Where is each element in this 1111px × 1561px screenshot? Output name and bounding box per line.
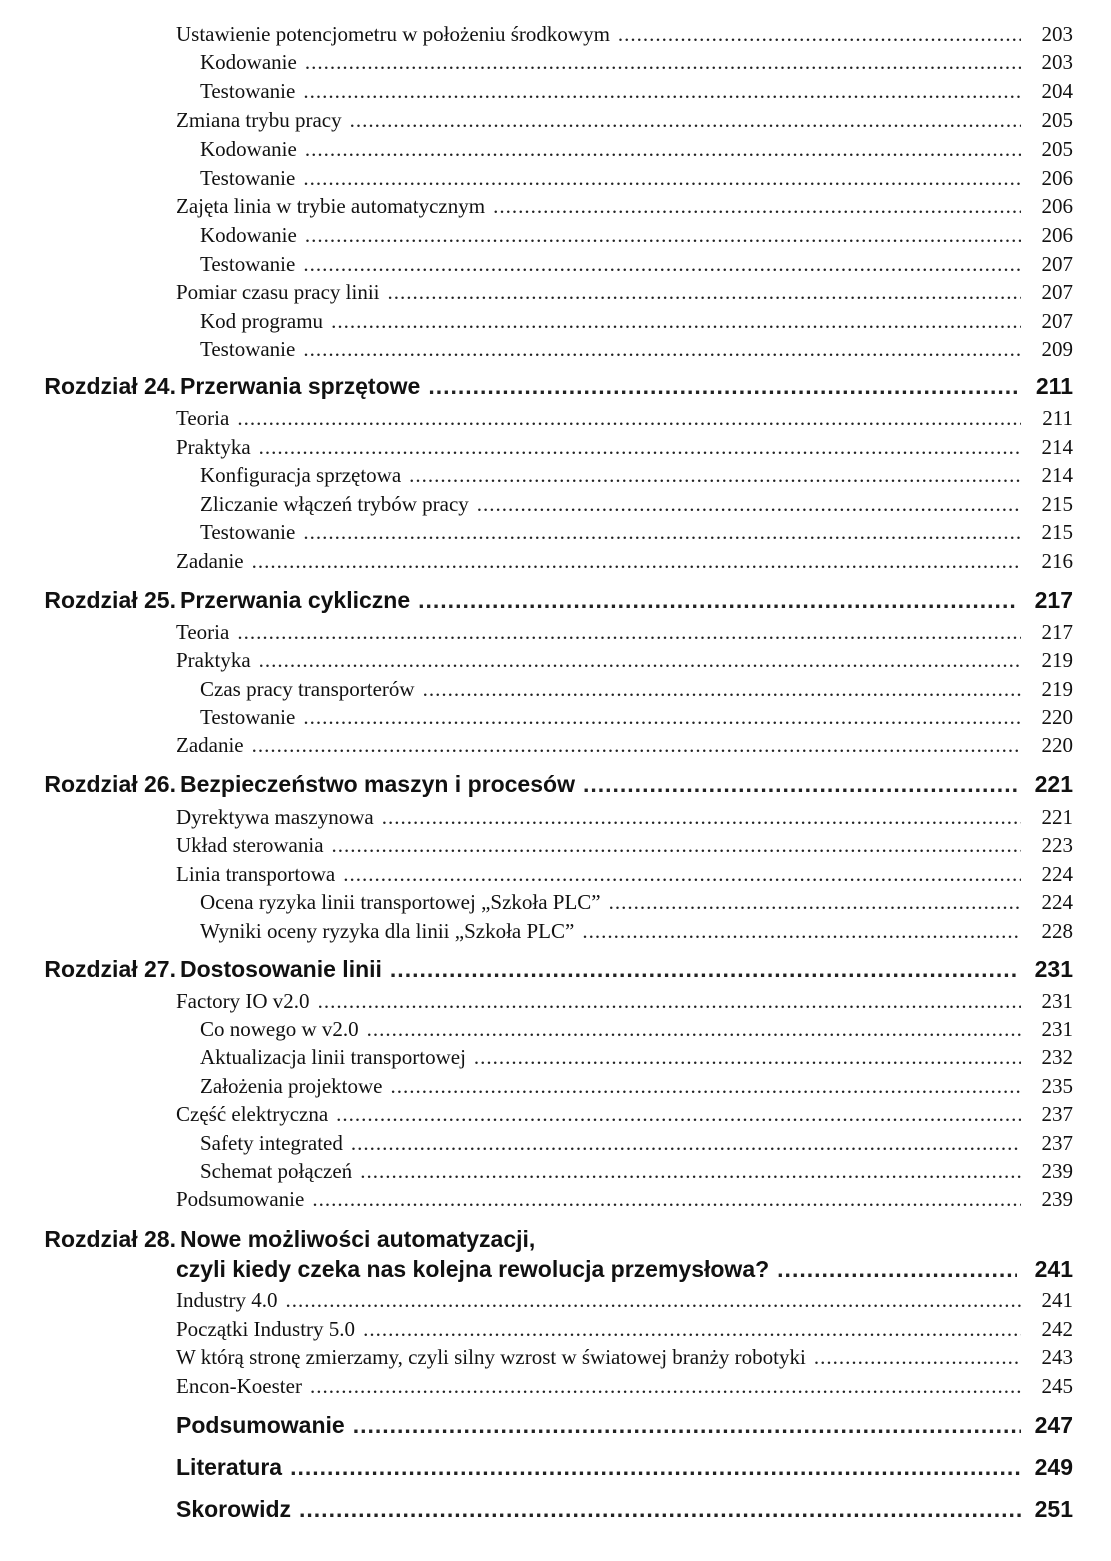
page-number: 239	[1041, 1187, 1073, 1211]
page-number: 228	[1041, 919, 1073, 943]
toc-section-row	[0, 1187, 1111, 1212]
page-number: 206	[1041, 166, 1073, 190]
toc-subsection-row	[0, 1074, 1111, 1099]
chapter-title: Nowe możliwości automatyzacji,	[180, 1226, 536, 1252]
dot-leader	[286, 1288, 1022, 1313]
dot-leader	[305, 50, 1021, 75]
toc-subsection-row	[0, 520, 1111, 545]
page-number: 203	[1041, 50, 1073, 74]
toc-special-row	[0, 1454, 1111, 1481]
page-number: 232	[1041, 1045, 1073, 1069]
section-title: Układ sterowania	[176, 833, 324, 857]
page-number: 223	[1041, 833, 1073, 857]
chapter-title: Dostosowanie linii	[180, 956, 382, 982]
page-number: 216	[1041, 549, 1073, 573]
toc-subsection-row	[0, 50, 1111, 75]
page-number: 237	[1041, 1131, 1073, 1155]
dot-leader	[252, 733, 1021, 758]
page-number: 204	[1041, 79, 1073, 103]
page-number: 211	[1042, 406, 1073, 430]
page-number: 206	[1041, 223, 1073, 247]
toc-chapter-row	[0, 587, 1111, 614]
page-number: 241	[1041, 1288, 1073, 1312]
page-number: 243	[1041, 1345, 1073, 1369]
dot-leader	[360, 1159, 1021, 1184]
dot-leader	[363, 1317, 1021, 1342]
section-title: Industry 4.0	[176, 1288, 278, 1312]
page-number: 203	[1041, 22, 1073, 46]
dot-leader	[367, 1017, 1021, 1042]
toc-chapter-row	[0, 373, 1111, 400]
toc-subsection-row	[0, 919, 1111, 944]
toc-subsection-row	[0, 1045, 1111, 1070]
section-title: Factory IO v2.0	[176, 989, 310, 1013]
dot-leader	[310, 1374, 1021, 1399]
section-title: Dyrektywa maszynowa	[176, 805, 374, 829]
chapter-title: Bezpieczeństwo maszyn i procesów	[180, 771, 575, 797]
dot-leader	[336, 1102, 1021, 1127]
subsection-title: Kod programu	[200, 309, 324, 333]
section-title: Zadanie	[176, 549, 244, 573]
page-number: 220	[1041, 733, 1073, 757]
toc-subsection-row	[0, 309, 1111, 334]
page-number: 219	[1041, 648, 1073, 672]
page-number: 249	[1034, 1454, 1073, 1480]
dot-leader	[477, 492, 1021, 517]
subsection-title: Wyniki oceny ryzyka dla linii „Szkoła PLC”	[200, 919, 575, 943]
page-number: 245	[1041, 1374, 1073, 1398]
page-number: 224	[1041, 862, 1073, 886]
dot-leader	[259, 648, 1021, 673]
toc-section-row	[0, 1102, 1111, 1127]
toc-chapter-row	[0, 771, 1111, 798]
subsection-title: Testowanie	[200, 520, 296, 544]
page-number: 205	[1041, 137, 1073, 161]
subsection-title: Co nowego w v2.0	[200, 1017, 359, 1041]
subsection-title: Aktualizacja linii transportowej	[200, 1045, 466, 1069]
section-title: Część elektryczna	[176, 1102, 329, 1126]
chapter-number: Rozdział 24.	[44, 373, 176, 399]
dot-leader	[418, 587, 1017, 614]
dot-leader	[237, 406, 1021, 431]
dot-leader	[331, 309, 1021, 334]
page-number: 217	[1034, 587, 1073, 613]
dot-leader	[343, 862, 1021, 887]
dot-leader	[493, 194, 1021, 219]
subsection-title: Testowanie	[200, 166, 296, 190]
toc-section-row	[0, 620, 1111, 645]
toc-chapter-row-continued	[0, 1256, 1111, 1283]
page-number: 247	[1034, 1412, 1073, 1438]
page-number: 215	[1041, 520, 1073, 544]
toc-section-row	[0, 22, 1111, 47]
dot-leader	[303, 337, 1021, 362]
section-title: Skorowidz	[176, 1496, 292, 1522]
subsection-title: Testowanie	[200, 337, 296, 361]
dot-leader	[409, 463, 1021, 488]
toc-subsection-row	[0, 890, 1111, 915]
dot-leader	[351, 1131, 1021, 1156]
toc-special-row	[0, 1412, 1111, 1439]
toc-section-row	[0, 406, 1111, 431]
dot-leader	[332, 833, 1021, 858]
page-number: 209	[1041, 337, 1073, 361]
toc-section-row	[0, 108, 1111, 133]
toc-subsection-row	[0, 137, 1111, 162]
subsection-title: Safety integrated	[200, 1131, 343, 1155]
section-title: Literatura	[176, 1454, 283, 1480]
dot-leader	[423, 677, 1021, 702]
page-number: 207	[1041, 280, 1073, 304]
section-title: Encon-Koester	[176, 1374, 302, 1398]
section-title: Teoria	[176, 620, 230, 644]
page-number: 231	[1041, 1017, 1073, 1041]
page-number: 221	[1034, 771, 1073, 797]
toc-subsection-row	[0, 463, 1111, 488]
subsection-title: Założenia projektowe	[200, 1074, 383, 1098]
toc-section-row	[0, 435, 1111, 460]
section-title: Początki Industry 5.0	[176, 1317, 356, 1341]
section-title: Zmiana trybu pracy	[176, 108, 342, 132]
subsection-title: Czas pracy transporterów	[200, 677, 415, 701]
toc-subsection-row	[0, 1131, 1111, 1156]
dot-leader	[303, 705, 1021, 730]
dot-leader	[609, 890, 1021, 915]
subsection-title: Kodowanie	[200, 223, 297, 247]
toc-subsection-row	[0, 223, 1111, 248]
dot-leader	[237, 620, 1021, 645]
subsection-title: Schemat połączeń	[200, 1159, 353, 1183]
page-number: 241	[1034, 1256, 1073, 1282]
dot-leader	[290, 1454, 1021, 1481]
toc-subsection-row	[0, 166, 1111, 191]
chapter-title: czyli kiedy czeka nas kolejna rewolucja przemysłowa?	[176, 1256, 770, 1282]
section-title: Zadanie	[176, 733, 244, 757]
dot-leader	[305, 137, 1021, 162]
toc-section-row	[0, 280, 1111, 305]
subsection-title: Testowanie	[200, 705, 296, 729]
dot-leader	[474, 1045, 1021, 1070]
chapter-title: Przerwania cykliczne	[180, 587, 411, 613]
toc-section-row	[0, 833, 1111, 858]
section-title: Linia transportowa	[176, 862, 336, 886]
section-title: Podsumowanie	[176, 1412, 345, 1438]
page-number: 215	[1041, 492, 1073, 516]
dot-leader	[583, 771, 1017, 798]
page-number: 217	[1041, 620, 1073, 644]
dot-leader	[303, 166, 1021, 191]
chapter-number: Rozdział 25.	[44, 587, 176, 613]
toc-special-row	[0, 1496, 1111, 1523]
section-title: Pomiar czasu pracy linii	[176, 280, 380, 304]
toc-section-row	[0, 549, 1111, 574]
page-number: 219	[1041, 677, 1073, 701]
subsection-title: Kodowanie	[200, 50, 297, 74]
dot-leader	[299, 1496, 1021, 1523]
page-number: 242	[1041, 1317, 1073, 1341]
dot-leader	[391, 1074, 1022, 1099]
toc-subsection-row	[0, 79, 1111, 104]
section-title: Ustawienie potencjometru w położeniu środkowym	[176, 22, 610, 46]
page-number: 239	[1041, 1159, 1073, 1183]
dot-leader	[303, 520, 1021, 545]
toc-section-row	[0, 194, 1111, 219]
page-number: 214	[1041, 435, 1073, 459]
chapter-title: Przerwania sprzętowe	[180, 373, 421, 399]
toc-section-row	[0, 1374, 1111, 1399]
page-number: 207	[1041, 309, 1073, 333]
toc-section-row	[0, 1317, 1111, 1342]
toc-subsection-row	[0, 337, 1111, 362]
toc-section-row	[0, 648, 1111, 673]
section-title: Praktyka	[176, 648, 251, 672]
toc-section-row	[0, 805, 1111, 830]
toc-subsection-row	[0, 705, 1111, 730]
dot-leader	[388, 280, 1021, 305]
dot-leader	[428, 373, 1017, 400]
toc-section-row	[0, 989, 1111, 1014]
toc-subsection-row	[0, 677, 1111, 702]
subsection-title: Kodowanie	[200, 137, 297, 161]
page-number: 231	[1041, 989, 1073, 1013]
subsection-title: Ocena ryzyka linii transportowej „Szkoła PLC”	[200, 890, 601, 914]
dot-leader	[318, 989, 1021, 1014]
toc-section-row	[0, 862, 1111, 887]
toc-chapter-row	[0, 1226, 1111, 1253]
page-number: 206	[1041, 194, 1073, 218]
page-number: 221	[1041, 805, 1073, 829]
dot-leader	[777, 1256, 1017, 1283]
page-number: 205	[1041, 108, 1073, 132]
chapter-number: Rozdział 26.	[44, 771, 176, 797]
page-number: 251	[1034, 1496, 1073, 1522]
dot-leader	[350, 108, 1021, 133]
dot-leader	[312, 1187, 1021, 1212]
page-number: 224	[1041, 890, 1073, 914]
toc-subsection-row	[0, 1159, 1111, 1184]
subsection-title: Testowanie	[200, 252, 296, 276]
page-number: 207	[1041, 252, 1073, 276]
toc-chapter-row	[0, 956, 1111, 983]
section-title: Teoria	[176, 406, 230, 430]
dot-leader	[353, 1412, 1021, 1439]
page-number: 237	[1041, 1102, 1073, 1126]
dot-leader	[303, 79, 1021, 104]
page-number: 231	[1034, 956, 1073, 982]
toc-section-row	[0, 1288, 1111, 1313]
page-number: 220	[1041, 705, 1073, 729]
subsection-title: Testowanie	[200, 79, 296, 103]
subsection-title: Konfiguracja sprzętowa	[200, 463, 402, 487]
dot-leader	[814, 1345, 1021, 1370]
section-title: Zajęta linia w trybie automatycznym	[176, 194, 486, 218]
section-title: Podsumowanie	[176, 1187, 305, 1211]
toc-subsection-row	[0, 1017, 1111, 1042]
chapter-number: Rozdział 27.	[44, 956, 176, 982]
section-title: W którą stronę zmierzamy, czyli silny wzrost w światowej branży robotyki	[176, 1345, 806, 1369]
dot-leader	[303, 252, 1021, 277]
section-title: Praktyka	[176, 435, 251, 459]
toc-subsection-row	[0, 252, 1111, 277]
page-number: 211	[1035, 373, 1073, 399]
toc-section-row	[0, 733, 1111, 758]
dot-leader	[582, 919, 1021, 944]
dot-leader	[252, 549, 1021, 574]
toc-section-row	[0, 1345, 1111, 1370]
chapter-number: Rozdział 28.	[44, 1226, 176, 1252]
dot-leader	[618, 22, 1021, 47]
toc-subsection-row	[0, 492, 1111, 517]
dot-leader	[390, 956, 1017, 983]
subsection-title: Zliczanie włączeń trybów pracy	[200, 492, 469, 516]
dot-leader	[305, 223, 1021, 248]
page-number: 214	[1041, 463, 1073, 487]
dot-leader	[259, 435, 1021, 460]
page-number: 235	[1041, 1074, 1073, 1098]
dot-leader	[382, 805, 1021, 830]
